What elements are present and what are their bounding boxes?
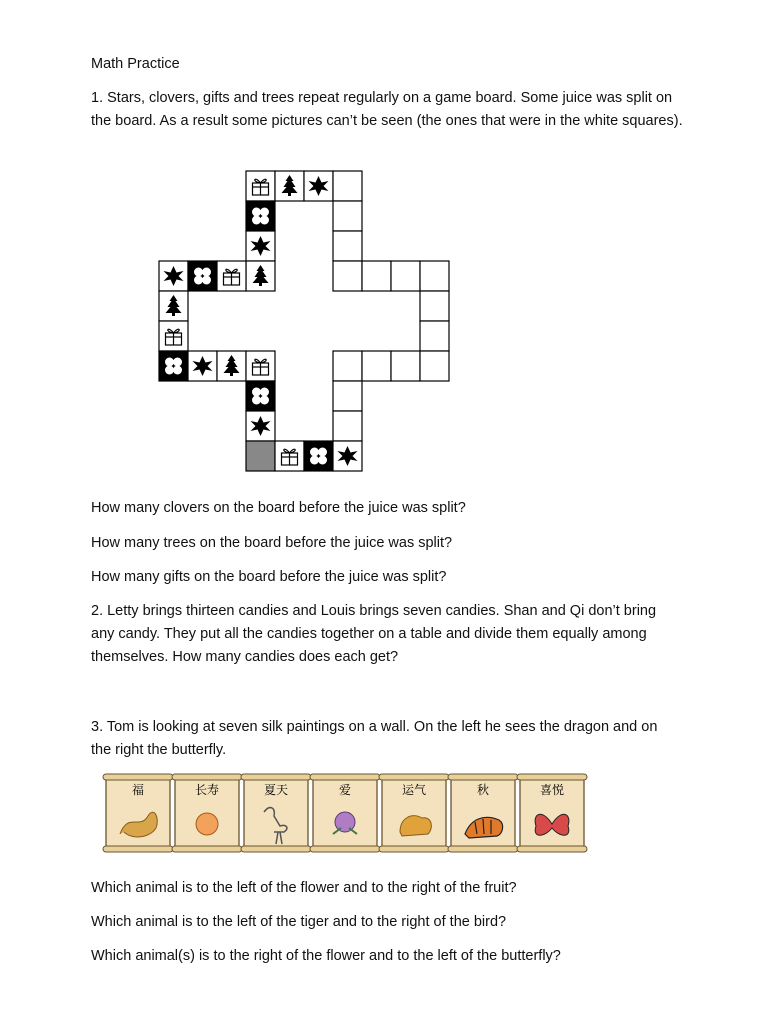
board-cell	[246, 381, 275, 411]
q1-sub-1: How many clovers on the board before the juice was split?	[91, 500, 466, 516]
board-cell	[420, 261, 449, 291]
peach-icon	[196, 813, 218, 835]
board-cell	[159, 291, 188, 321]
board-cell	[304, 441, 333, 471]
board-cell	[333, 351, 362, 381]
page-title: Math Practice	[91, 56, 180, 72]
board-cell	[217, 351, 246, 381]
painting-chars: 夏天	[263, 783, 289, 797]
question-1	[91, 87, 691, 133]
question-1-text: Stars, clovers, gifts and trees repeat regularly on a game board. Some juice was split on the board. As a result some pictures can’t be seen (the ones that were in the white squares).	[91, 90, 683, 129]
question-2: 2. Letty brings thirteen candies and Louis brings seven candies. Shan and Qi don’t bring any candy. They put all the candies together on a table and divide them equally among themselves. How many candies does each get?	[91, 603, 657, 665]
board-cell	[246, 231, 275, 261]
painting-bird	[241, 774, 311, 852]
board-cell	[420, 351, 449, 381]
board-cell	[246, 171, 275, 201]
board-cell	[333, 441, 362, 471]
board-cell	[246, 411, 275, 441]
board-cell	[420, 321, 449, 351]
board-cell	[275, 171, 304, 201]
painting-chars: 秋	[476, 783, 490, 797]
board-cell	[391, 351, 420, 381]
board-cell	[246, 351, 275, 381]
board-cell	[333, 231, 362, 261]
painting-flower	[310, 774, 380, 852]
board-cell	[333, 261, 362, 291]
board-cell	[420, 291, 449, 321]
painting-chars: 福	[131, 783, 145, 797]
q1-sub-2: How many trees on the board before the juice was split?	[91, 535, 453, 551]
painting-tiger	[448, 774, 518, 852]
board-cell	[246, 441, 275, 471]
question-3: 3. Tom is looking at seven silk paintings on a wall. On the left he sees the dragon and on the right the butterfly.	[91, 719, 658, 758]
painting-lion	[379, 774, 449, 852]
board-cell	[333, 381, 362, 411]
board-cell	[188, 351, 217, 381]
silk-paintings	[100, 768, 600, 858]
board-cell	[362, 351, 391, 381]
board-cell	[217, 261, 246, 291]
q1-sub-3: How many gifts on the board before the juice was split?	[91, 569, 447, 585]
painting-butterfly	[517, 774, 587, 852]
board-cell	[246, 261, 275, 291]
q3-sub-1: Which animal is to the left of the flower and to the right of the fruit?	[91, 880, 517, 896]
painting-fruit	[172, 774, 242, 852]
board-cell	[159, 261, 188, 291]
board-cell	[275, 441, 304, 471]
painting-chars: 长寿	[194, 783, 220, 797]
board-cell	[159, 321, 188, 351]
lion-icon	[400, 816, 431, 836]
board-cell	[391, 261, 420, 291]
painting-chars: 喜悦	[539, 783, 565, 797]
board-cell	[362, 261, 391, 291]
painting-dragon	[103, 774, 173, 852]
q3-sub-3: Which animal(s) is to the right of the flower and to the left of the butterfly?	[91, 948, 561, 964]
board-cell	[304, 171, 333, 201]
flower-icon	[335, 812, 355, 832]
board-cell	[188, 261, 217, 291]
board-cell	[159, 351, 188, 381]
board-cell	[246, 201, 275, 231]
board-cell	[333, 201, 362, 231]
painting-chars: 爱	[338, 783, 352, 797]
board-cell	[333, 171, 362, 201]
painting-chars: 运气	[401, 783, 427, 797]
q3-sub-2: Which animal is to the left of the tiger and to the right of the bird?	[91, 914, 507, 930]
question-1-number: 1.	[91, 90, 104, 106]
board-cell	[333, 411, 362, 441]
